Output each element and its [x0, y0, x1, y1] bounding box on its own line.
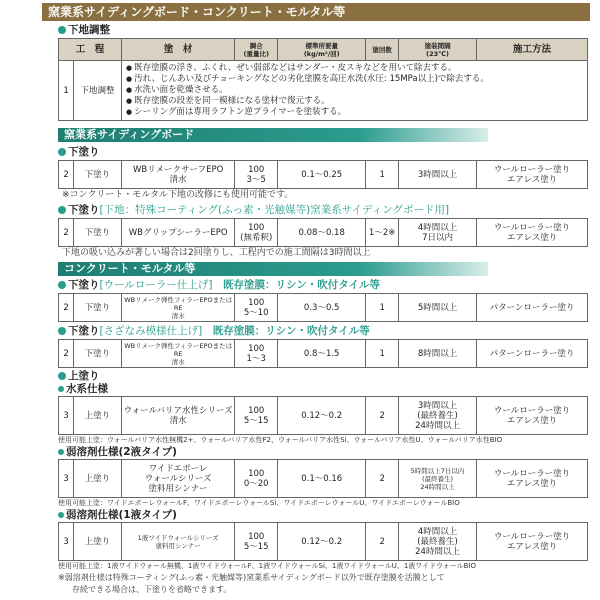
cell: 5時間以上7日以内 (最終養生) 24時間以上 [399, 460, 477, 498]
cell: 0.1～0.16 [278, 460, 366, 498]
list-item: ● 既存塗膜の浮き、ふくれ、ぜい弱部などはサンダー・皮スキなどを用いて除去する。 [126, 63, 586, 74]
cell: 100 3～5 [235, 161, 278, 189]
cell: 0.3～0.5 [278, 294, 366, 322]
cell: WBリメーク弾性フィラーEPOまたはRE 清水 [121, 294, 234, 322]
cell: 2 [59, 161, 74, 189]
bullet-icon [58, 281, 66, 289]
cell: WBグリップシーラーEPO [121, 219, 234, 247]
section-concrete: コンクリート・モルタル等 [58, 262, 488, 276]
cell: 1液ワイドウォールシリーズ 塗料用シンナー [121, 523, 234, 561]
cell: 5時間以上 [399, 294, 477, 322]
cell: 下塗り [74, 219, 122, 247]
cell: ウールローラー塗り エアレス塗り [477, 523, 588, 561]
cell: 上塗り [74, 397, 122, 435]
list-item: ● 汚れ、じんあい及びチョーキングなどの劣化塗膜を高圧水洗(水圧: 15MPa以上)で除去する。 [126, 74, 586, 85]
underlay-table [58, 38, 588, 121]
cell: 0.8～1.5 [278, 340, 366, 368]
weak1-note3: 存続できる場合は、下塗りを省略できます。 [72, 585, 232, 594]
header-method: 施工方法 [477, 39, 588, 61]
cell: 3 [59, 523, 74, 561]
water-heading: 水系仕様 [58, 383, 108, 396]
top-heading: 上塗り [58, 370, 100, 383]
weak1-table [58, 522, 588, 561]
cell: 下塗り [74, 294, 122, 322]
cell: 2 [59, 340, 74, 368]
cell: 4時間以上 (最終養生) 24時間以上 [399, 523, 477, 561]
header-step: 工 程 [59, 39, 122, 61]
cell: パターンローラー塗り [477, 294, 588, 322]
siding-base2-table [58, 218, 588, 247]
cell: 8時間以上 [399, 340, 477, 368]
siding-note: ※コンクリート・モルタル下地の改修にも使用可能です。 [62, 190, 294, 200]
concrete-base2-heading: 下塗り[さざなみ模様仕上げ] 既存塗膜：リシン・吹付タイル等 [58, 325, 370, 338]
weak1-heading: 弱溶剤仕様(1液タイプ) [58, 509, 177, 522]
cell: 0.08～0.18 [278, 219, 366, 247]
bullet-icon [58, 26, 66, 34]
cell: 100 5～15 [235, 523, 278, 561]
cell: 下塗り [74, 340, 122, 368]
header-mix: 調合 (重量比) [235, 39, 278, 61]
list-item: ● 既存塗膜の段差を同一模様になる塗材で復元する。 [126, 96, 586, 107]
siding-note2: 下地の吸い込みが著しい場合は2回塗りし、工程内での施工間隔は3時間以上 [62, 248, 371, 258]
underlay-heading: 下地調整 [58, 24, 110, 37]
cell: 3時間以上 [399, 161, 477, 189]
cell: 1 [366, 161, 399, 189]
cell: 100 0～20 [235, 460, 278, 498]
water-note: 使用可能上塗：ウォールバリア水性無機2+、ウォールバリア水性F2、ウォールバリア水性Si、ウォールバリア水性U、ウォールバリア水性BIO [58, 436, 503, 444]
cell: 100 (無希釈) [235, 219, 278, 247]
cell: パターンローラー塗り [477, 340, 588, 368]
bullet-icon [58, 327, 66, 335]
bullet-icon [58, 372, 66, 380]
cell: 0.1～0.25 [278, 161, 366, 189]
cell: 4時間以上 7日以内 [399, 219, 477, 247]
page-title: 窯業系サイディングボード・コンクリート・モルタル等 [42, 3, 590, 21]
cell: 2 [366, 523, 399, 561]
cell: 3時間以上 (最終養生) 24時間以上 [399, 397, 477, 435]
concrete-base2-table [58, 339, 588, 368]
cell: ウールローラー塗り エアレス塗り [477, 460, 588, 498]
cell: WBリメーク弾性フィラーEPOまたはRE 清水 [121, 340, 234, 368]
water-table [58, 396, 588, 435]
row-step: 下地調整 [74, 61, 122, 121]
weak1-note: 使用可能上塗：1液ワイドウォール無機、1液ワイドウォールF、1液ワイドウォールSi、1液ワイドウォールU、1液ワイドウォールBIO [58, 562, 477, 570]
cell: 上塗り [74, 523, 122, 561]
concrete-base1-heading: 下塗り[ウールローラー仕上げ] 既存塗膜：リシン・吹付タイル等 [58, 279, 380, 292]
cell: ワイドエポーレ ウォールシリーズ 塗料用シンナー [121, 460, 234, 498]
concrete-base1-table [58, 293, 588, 322]
header-material: 塗 材 [121, 39, 234, 61]
cell: 2 [59, 294, 74, 322]
dot-icon [58, 512, 64, 518]
row-no: 1 [59, 61, 74, 121]
weak2-heading: 弱溶剤仕様(2液タイプ) [58, 446, 177, 459]
bullet-icon [58, 206, 66, 214]
cell: 100 5～10 [235, 294, 278, 322]
cell: 1 [366, 340, 399, 368]
weak1-note2: ※弱溶剤仕様は特殊コーティング(ふっ素・光触媒等)窯業系サイディングボード以外で既存塗膜を活膜として [58, 573, 445, 582]
cell: 上塗り [74, 460, 122, 498]
cell: 100 5～15 [235, 397, 278, 435]
cell: 3 [59, 397, 74, 435]
cell: 1～2※ [366, 219, 399, 247]
weak2-note: 使用可能上塗：ワイドエポーレウォールF、ワイドエポーレウォールSi、ワイドエポーレウォールU、ワイドエポーレウォールBIO [58, 499, 460, 507]
siding-base2-heading: 下塗り[下地：特殊コーティング(ふっ素・光触媒等)窯業系サイディングボード用] [58, 204, 449, 217]
dot-icon [58, 449, 64, 455]
underlay-list [126, 63, 586, 118]
cell: WBリメークサーフEPO 清水 [121, 161, 234, 189]
list-item: ● 水洗い面を乾燥させる。 [126, 85, 586, 96]
list-item: ● シーリング面は専用ラフトン逆プライマーを塗装する。 [126, 107, 586, 118]
cell: ウールローラー塗り エアレス塗り [477, 397, 588, 435]
cell: 0.12～0.2 [278, 523, 366, 561]
cell: 3 [59, 460, 74, 498]
siding-base1-table [58, 160, 588, 189]
weak2-table [58, 459, 588, 498]
cell: ウォールバリア水性シリーズ 清水 [121, 397, 234, 435]
cell: 1 [366, 294, 399, 322]
cell: ウールローラー塗り エアレス塗り [477, 161, 588, 189]
header-quantity: 標準所要量 (kg/m²/回) [278, 39, 366, 61]
cell: 下塗り [74, 161, 122, 189]
cell: 0.12～0.2 [278, 397, 366, 435]
header-interval: 塗装間隔 (23℃) [399, 39, 477, 61]
dot-icon [58, 386, 64, 392]
bullet-icon [58, 148, 66, 156]
cell: 2 [366, 460, 399, 498]
cell: 2 [59, 219, 74, 247]
section-siding: 窯業系サイディングボード [58, 128, 488, 142]
cell: 2 [366, 397, 399, 435]
cell: 100 1～3 [235, 340, 278, 368]
header-count: 塗回数 [366, 39, 399, 61]
cell: ウールローラー塗り エアレス塗り [477, 219, 588, 247]
siding-base1-heading: 下塗り [58, 146, 100, 159]
